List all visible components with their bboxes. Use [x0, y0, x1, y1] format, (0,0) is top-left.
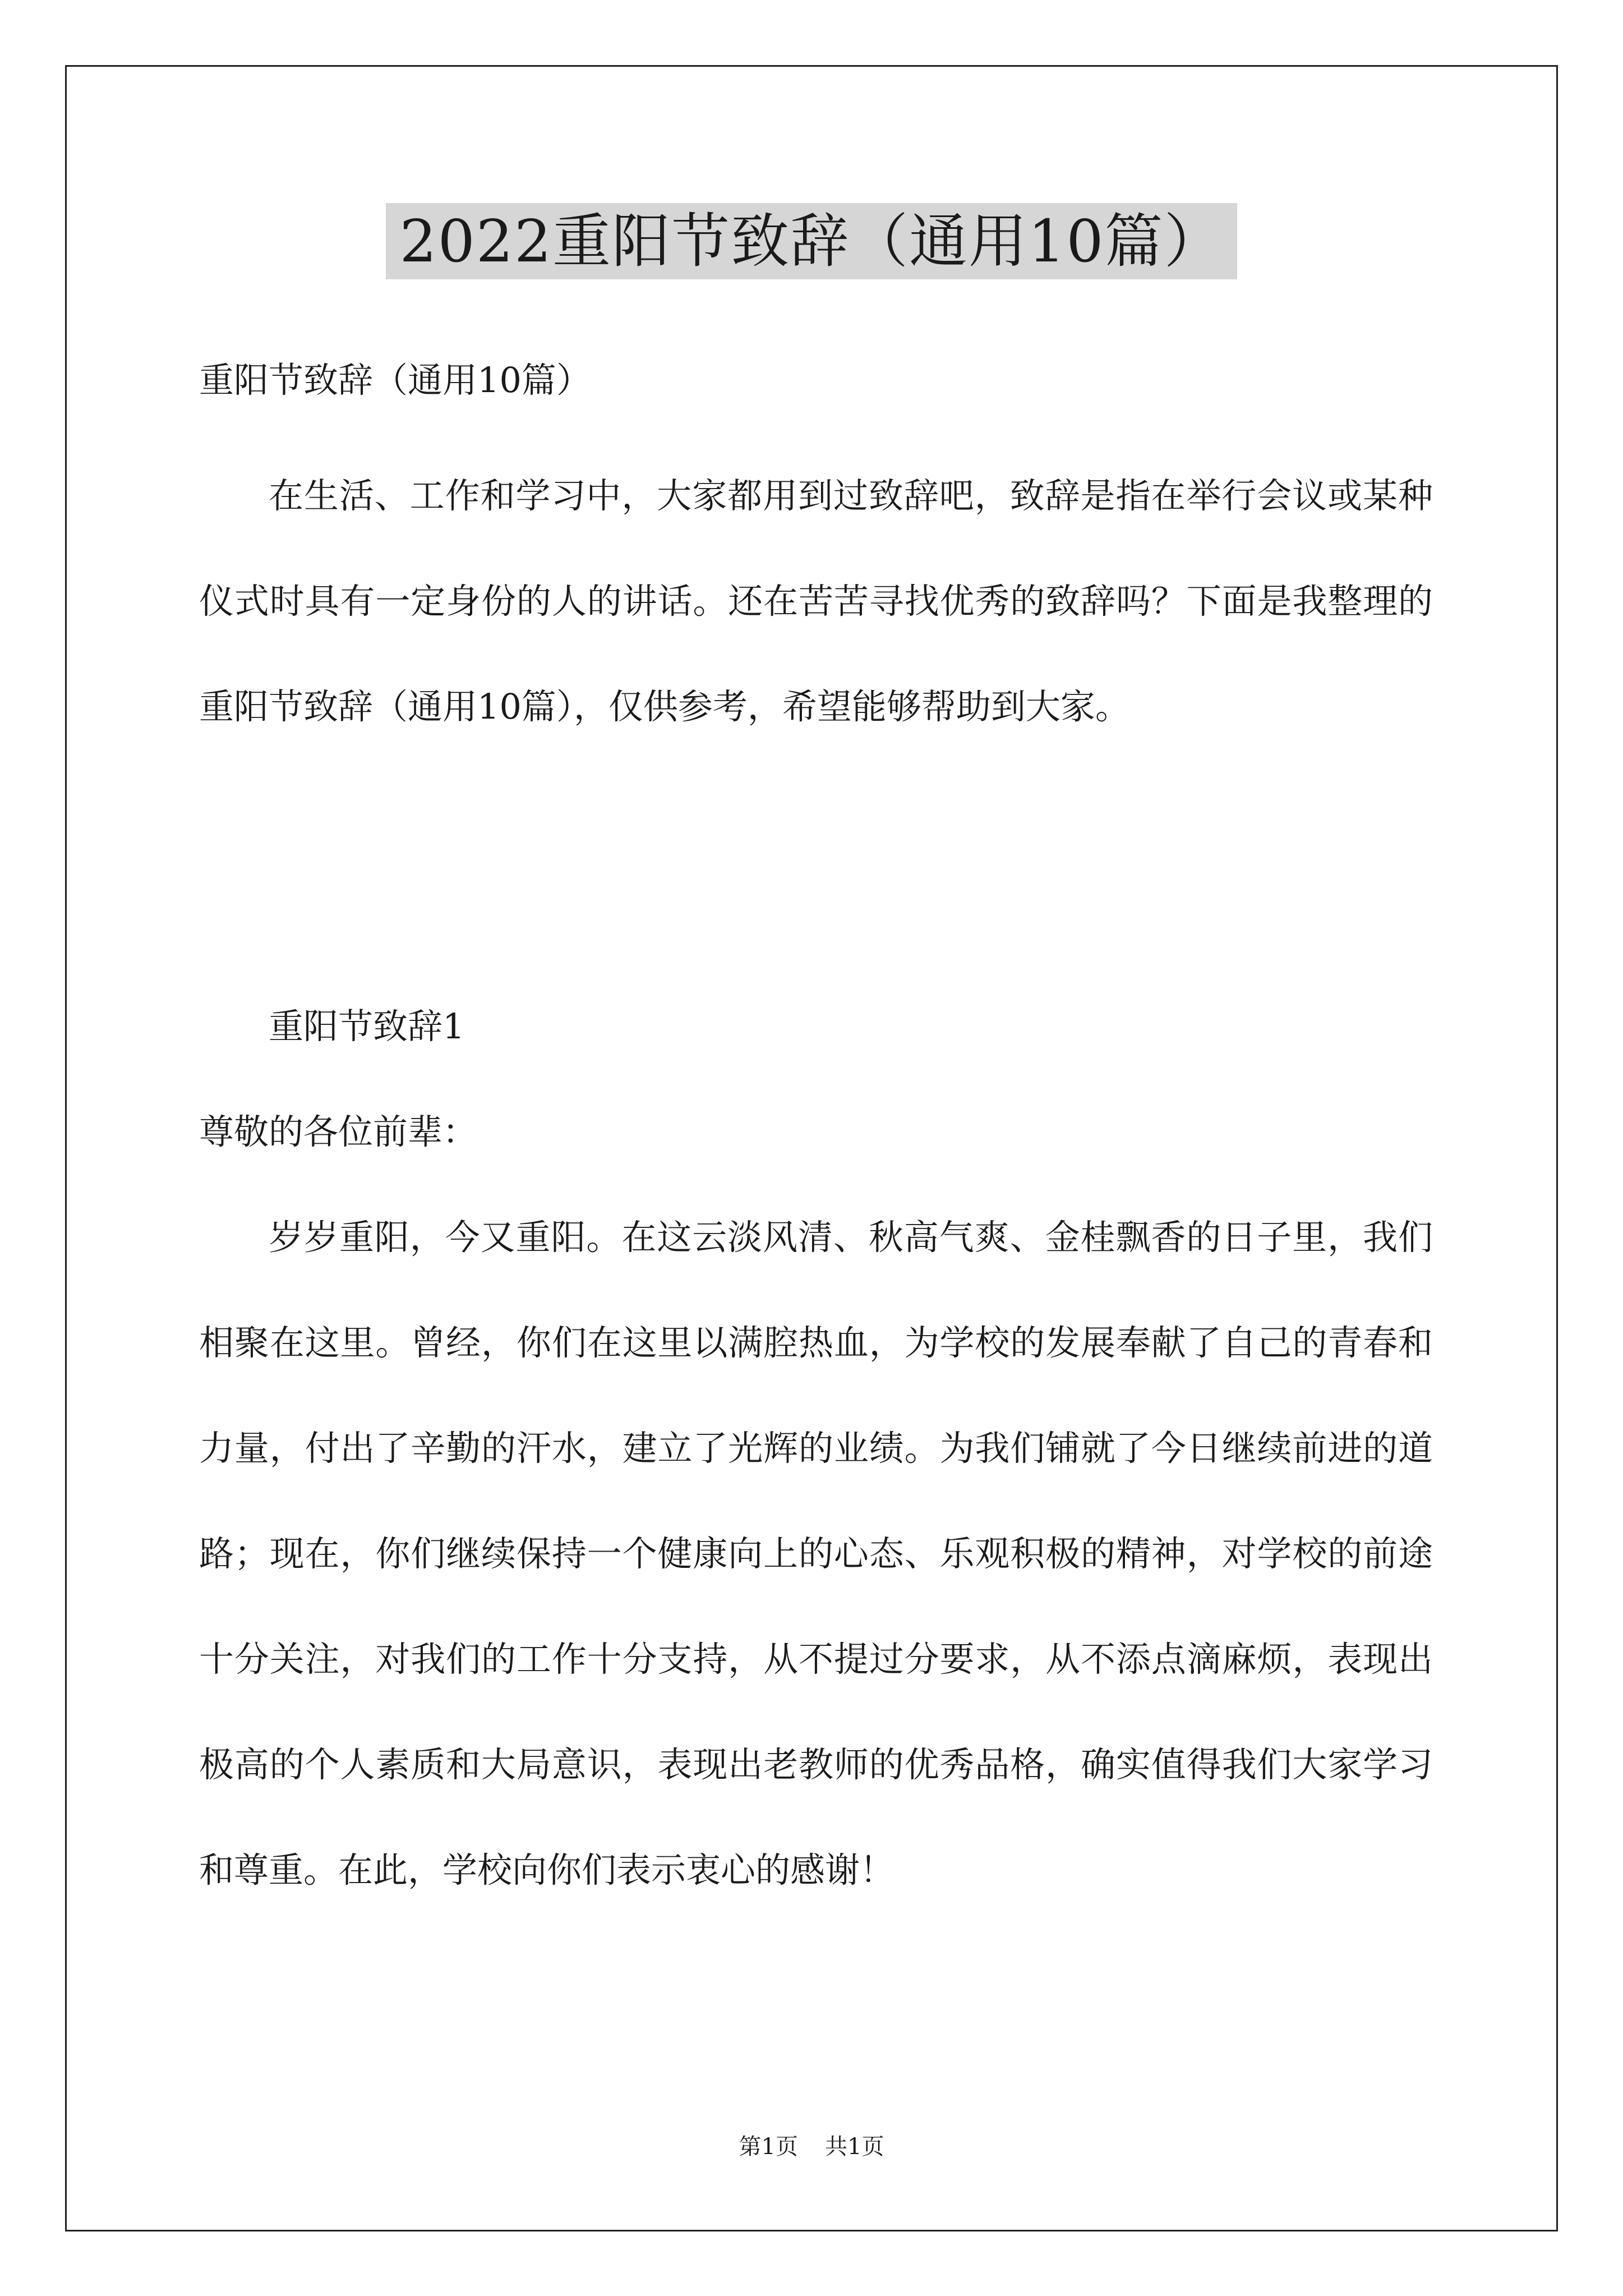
section-heading: 重阳节致辞1 [269, 1006, 465, 1047]
page-number: 第1页 [739, 2134, 798, 2160]
document-title: 2022重阳节致辞（通用10篇） [386, 203, 1237, 279]
document-subtitle: 重阳节致辞（通用10篇） [199, 360, 591, 401]
salutation: 尊敬的各位前辈： [199, 1111, 478, 1152]
page-footer [0, 2129, 1623, 2161]
body-paragraph: 岁岁重阳，今又重阳。在这云淡风清、秋高气爽、金桂飘香的日子里，我们相聚在这里。曾经，你们在这里以满腔热血，为学校的发展奉献了自己的青春和力量，付出了辛勤的汗水，建立了光辉的业绩。为我们铺就了今日继续前进的道路；现在，你们继续保持一个健康向上的心态、乐观积极的精神，对学校的前途十分关注，对我们的工作十分支持，从不提过分要求，从不添点滴麻烦，表现出极高的个人素质和大局意识，表现出老教师的优秀品格，确实值得我们大家学习和尊重。在此，学校向你们表示衷心的感谢！ [199, 1217, 1433, 1890]
intro-paragraph: 在生活、工作和学习中，大家都用到过致辞吧，致辞是指在举行会议或某种仪式时具有一定身份的人的讲话。还在苦苦寻找优秀的致辞吗？下面是我整理的重阳节致辞（通用10篇），仅供参考，希望能够帮助到大家。 [199, 475, 1433, 727]
page-total: 共1页 [825, 2134, 884, 2160]
title-container [0, 203, 1623, 279]
